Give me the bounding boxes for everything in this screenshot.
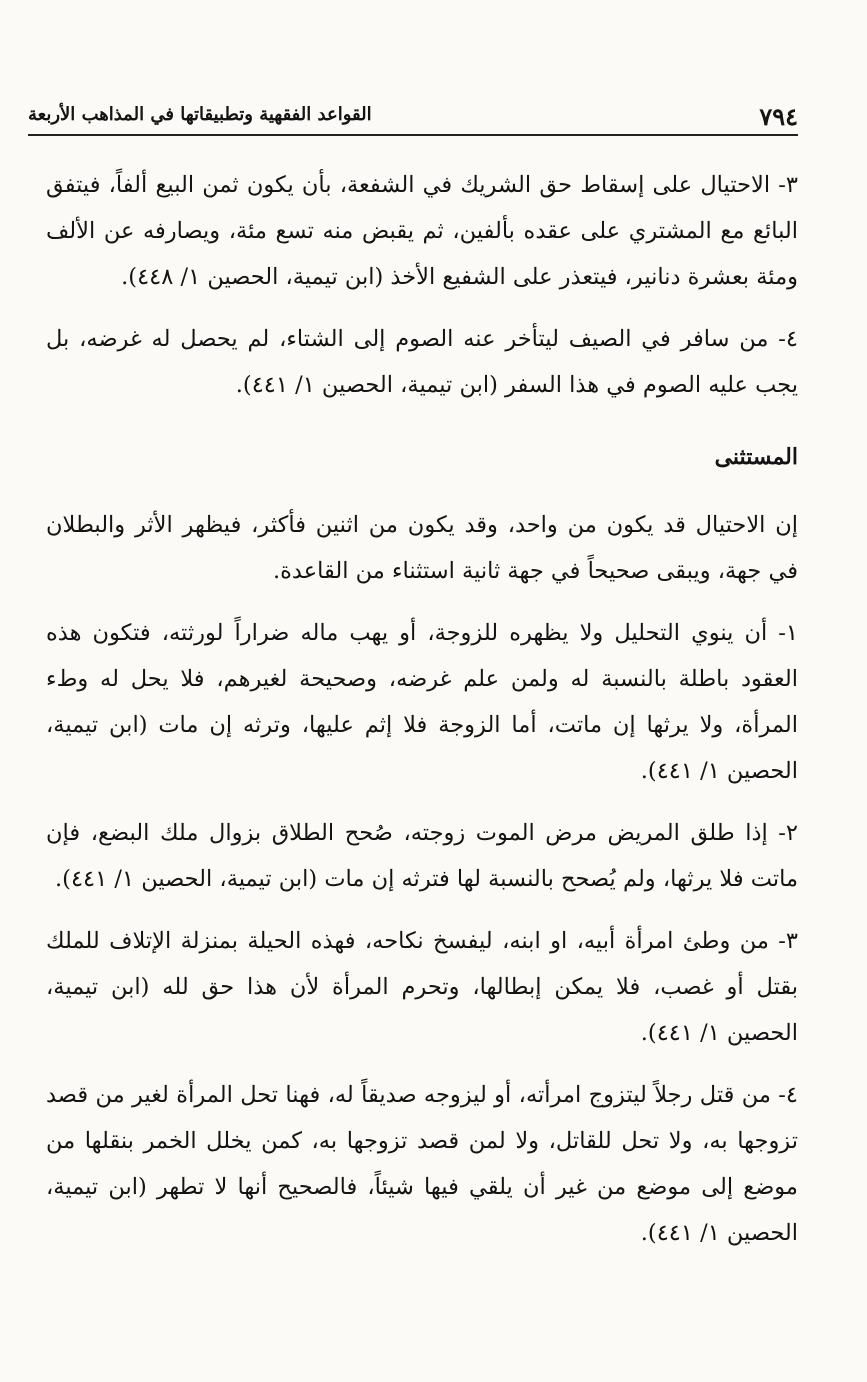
exception-item-4: ٤- من قتل رجلاً ليتزوج امرأته، أو ليزوجه صديقاً له، فهنا تحل المرأة لغير من قصد تزوجها به، ولا تحل للقاتل، ولا لمن قصد تزوجها به، كمن يخلل الخمر بنقلها من موضع إلى موضع من غير أن يلقي فيها شيئاً، فالصحيح أنها لا تطهر (ابن تيمية، الحصين ١/ ٤٤١). bbox=[46, 1082, 798, 1246]
intro-paragraph: إن الاحتيال قد يكون من واحد، وقد يكون من اثنين فأكثر، فيظهر الأثر والبطلان في جهة، ويبقى صحيحاً في جهة ثانية استثناء من القاعدة. bbox=[46, 512, 798, 584]
exception-item-1: ١- أن ينوي التحليل ولا يظهره للزوجة، أو يهب ماله ضراراً لورثته، فتكون هذه العقود باطلة بالنسبة له ولمن علم غرضه، وصحيحة لغيرهم، فلا يحل له وطء المرأة، ولا يرثها إن ماتت، أما الزوجة فلا إثم عليها، وترثه إن مات (ابن تيمية، الحصين ١/ ٤٤١). bbox=[46, 620, 798, 784]
page-number: ٧٩٤ bbox=[759, 102, 798, 131]
section-heading: المستثنى bbox=[714, 444, 798, 470]
page-body bbox=[46, 162, 798, 1272]
page-header bbox=[28, 100, 798, 136]
exception-item-3: ٣- من وطئ امرأة أبيه، او ابنه، ليفسخ نكاحه، فهذه الحيلة بمنزلة الإتلاف للملك بقتل أو غصب، فلا يمكن إبطالها، وتحرم المرأة لأن هذا حق لله (ابن تيمية، الحصين ١/ ٤٤١). bbox=[46, 928, 798, 1046]
exception-item-2: ٢- إذا طلق المريض مرض الموت زوجته، صُحح الطلاق بزوال ملك البضع، فإن ماتت فلا يرثها، ولم يُصحح بالنسبة لها فترثه إن مات (ابن تيمية، الحصين ١/ ٤٤١). bbox=[46, 820, 798, 892]
top-item-4: ٤- من سافر في الصيف ليتأخر عنه الصوم إلى الشتاء، لم يحصل له غرضه، بل يجب عليه الصوم في هذا السفر (ابن تيمية، الحصين ١/ ٤٤١). bbox=[46, 326, 798, 398]
running-title: القواعد الفقهية وتطبيقاتها في المذاهب الأربعة bbox=[28, 104, 372, 125]
top-item-3: ٣- الاحتيال على إسقاط حق الشريك في الشفعة، بأن يكون ثمن البيع ألفاً، فيتفق البائع مع المشتري على عقده بألفين، ثم يقبض منه تسع مئة، ويصارفه عن الألف ومئة بعشرة دنانير، فيتعذر على الشفيع الأخذ (ابن تيمية، الحصين ١/ ٤٤٨). bbox=[46, 172, 798, 290]
